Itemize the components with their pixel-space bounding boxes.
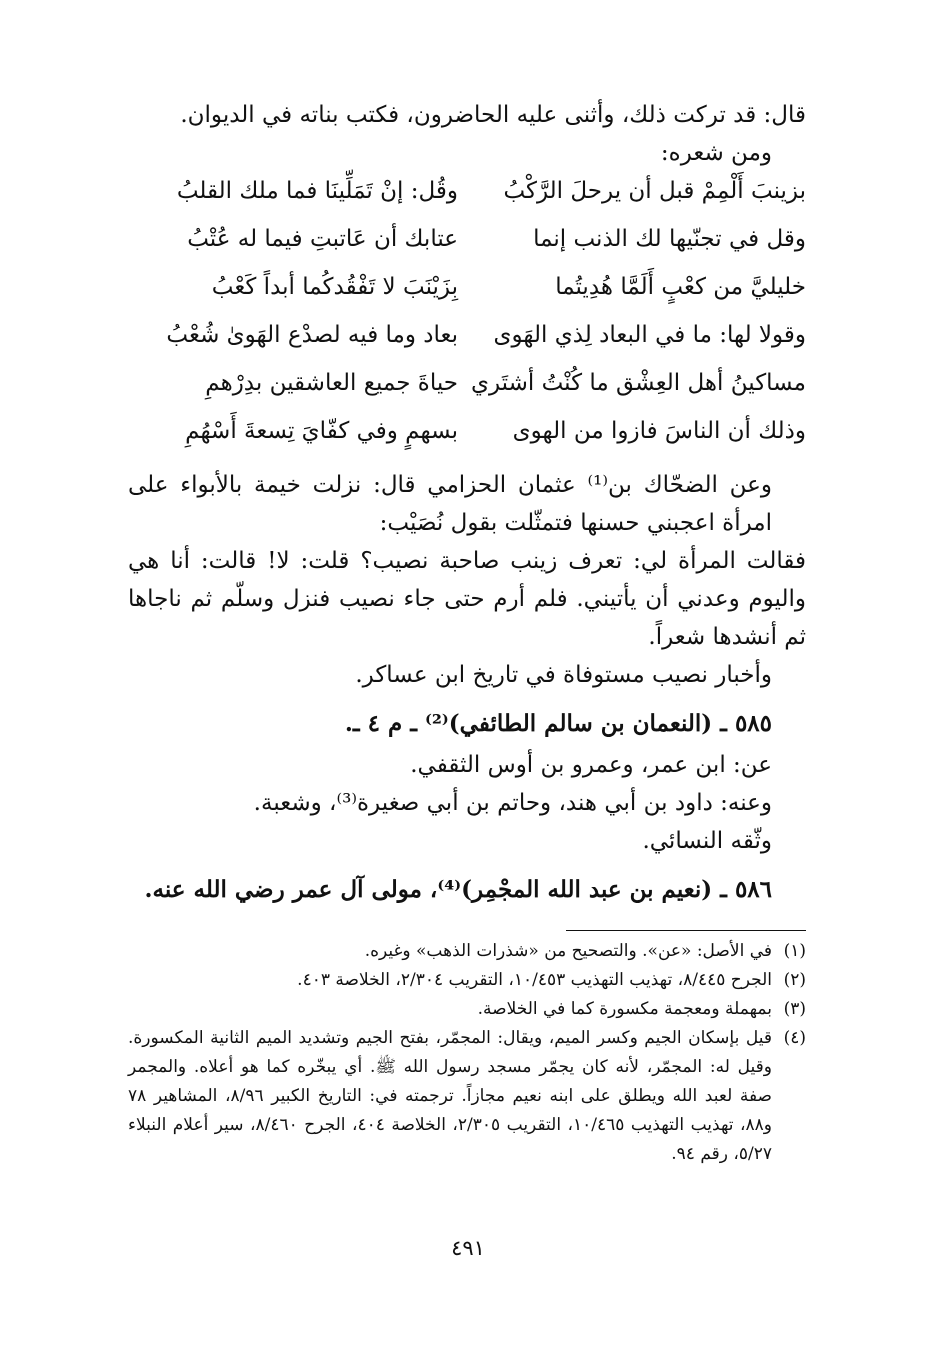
poem [128,178,806,466]
footnote-1 [128,937,806,966]
entry-585-grading: وثّقه النسائي. [642,828,772,854]
verse-4 [128,322,806,370]
footnote-text: بمهملة ومعجمة مكسورة كما في الخلاصة. [477,999,772,1019]
footnote-divider [566,930,806,931]
hemistich-second: وقُل: إنْ تَمَلِّينَا فما ملك القلبُ [176,178,458,204]
entry-585-narrators: وعنه: داود بن أبي هند، وحاتم بن أبي صغيرة⁽³⁾، وشعبة. [253,790,772,816]
hemistich-first: وذلك أن الناسَ فازوا من الهوى [512,418,806,444]
footnote-4 [128,1024,806,1169]
footnote-3 [128,995,806,1024]
footnote-text: في الأصل: «عن». والتصحيح من «شذرات الذهب» وغيره. [364,941,772,961]
hemistich-second: عتابك أن عَاتبتِ فيما له عُتْبُ [187,226,458,252]
entry-585-heading: ٥٨٥ ـ (النعمان بن سالم الطائفي)⁽²⁾ ـ م ٤ ـ. [344,710,772,737]
footnote-text: الجرح ٨/٤٤٥، تهذيب التهذيب ١٠/٤٥٣، التقريب ٢/٣٠٤، الخلاصة ٤٠٣. [297,970,772,990]
entry-585-from: عن: ابن عمر، وعمرو بن أوس الثقفي. [410,752,772,778]
verse-3 [128,274,806,322]
paragraph-dahhak: وعن الضحّاك بن⁽¹⁾ عثمان الحزامي قال: نزلت خيمة بالأبواء على امرأة اعجبني حسنها فتمثّلت بقول نُصَيْب: [128,472,772,536]
footnotes [128,937,806,1169]
page-number: ٤٩١ [451,1236,485,1260]
entry-586-heading: ٥٨٦ ـ (نعيم بن عبد الله المجْمِر)⁽⁴⁾، مولى آل عمر رضي الله عنه. [144,876,772,903]
footnote-number: (٤) [783,1028,806,1048]
footnote-number: (١) [783,941,806,961]
verse-2 [128,226,806,274]
hemistich-first: مساكينُ أهل العِشْق ما كُنْتُ أشتَري [470,370,806,396]
hemistich-second: بِزَيْنَبَ لا تَفْقُدكُما أبداً كَعْبُ [211,274,458,300]
paragraph-poetry-intro: ومن شعره: [660,140,772,166]
hemistich-first: وقل في تجنّيها لك الذنب إنما [533,226,806,252]
hemistich-second: حياةَ جميع العاشقين بدِرْهمِ [205,370,458,396]
hemistich-first: خليليَّ من كعْبٍ أَلَمَّا هُدِيتُما [555,274,806,300]
hemistich-first: بزينبَ أَلْمِمْ قبل أن يرحلَ الرَّكْبُ [503,178,806,204]
paragraph-ibn-asakir: وأخبار نصيب مستوفاة في تاريخ ابن عساكر. [355,662,772,688]
paragraph-1: قال: قد تركت ذلك، وأثنى عليه الحاضرون، فكتب بناته في الديوان. [180,102,806,128]
hemistich-second: بعاد وما فيه لصدْع الهَوىٰ شُعْبُ [166,322,458,348]
entry-585-title [128,702,806,746]
footnote-number: (٢) [783,970,806,990]
footnote-text: قيل بإسكان الجيم وكسر الميم، ويقال: المجمّر، بفتح الجيم وتشديد الميم الثانية المكسورة. وقيل له: المجمّر، لأنه كان يجمّر مسجد رسول الله ﷺ. أي يبخّره كما هو أعلاه. والمجمر صفة لعبد الله ويطلق على ابنه نعيم مجازاً. ترجمته في: التاريخ الكبير ٨/٩٦، المشاهير ٧٨ و٨٨، تهذيب التهذيب ١٠/٤٦٥، التقريب ٢/٣٠٥، الخلاصة ٤٠٤، الجرح ٨/٤٦٠، سير أعلام النبلاء ٥/٢٧، رقم ٩٤. [128,1028,772,1164]
hemistich-second: بسهمٍ وفي كفّايَ تِسعةَ أَسْهُمِ [185,418,458,444]
entry-586-title [128,868,806,912]
paragraph-woman: فقالت المرأة لي: تعرف زينب صاحبة نصيب؟ قلت: لا! قالت: أنا هي واليوم وعدني أن يأتيني. فلم أرم حتى جاء نصيب فنزل وسلّم ثم ناجاها ثم أنشدها شعراً. [128,548,806,650]
verse-5 [128,370,806,418]
hemistich-first: وقولا لها: ما في البعاد لِذي الهَوى [493,322,806,348]
verse-6 [128,418,806,466]
footnote-2 [128,966,806,995]
verse-1 [128,178,806,226]
footnote-number: (٣) [783,999,806,1019]
